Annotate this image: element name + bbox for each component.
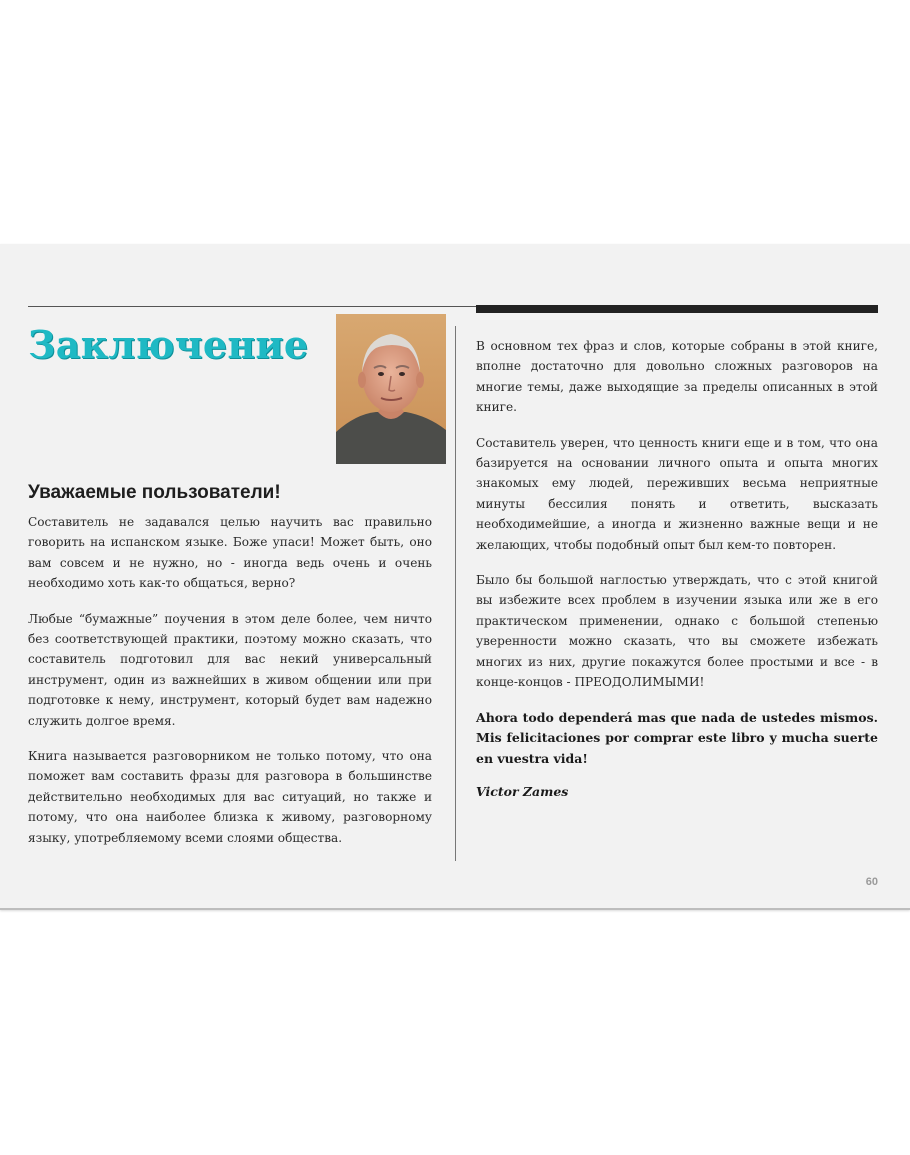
page-number: 60 bbox=[865, 876, 878, 888]
right-column bbox=[476, 336, 878, 802]
book-page bbox=[0, 244, 910, 910]
left-paragraph-2: Любые “бумажные” поучения в этом деле более, чем ничто без соответствующей практики, поэтому можно сказать, что составитель подготовил для вас некий универсальный инструмент, один из важнейших в живом общении или при подготовке к нему, инструмент, который будет вам надежно служить долгое время. bbox=[28, 611, 432, 728]
author-signature: Victor Zames bbox=[476, 784, 569, 799]
spanish-closing: Ahora todo dependerá mas que nada de ustedes mismos. Mis felicitaciones por comprar este libro y mucha suerte en vuestra vida! bbox=[476, 709, 878, 766]
left-paragraph-3: Книга называется разговорником не только потому, что она поможет вам составить фразы для разговора в большинстве действительно необходимых для вас ситуаций, но также и потому, что она наиболее близка к живому, разговорному языку, употребляемому всеми слоями общества. bbox=[28, 749, 432, 845]
right-paragraph-1: В основном тех фраз и слов, которые собраны в этой книге, вполне достаточно для довольно сложных разговоров на многие темы, даже выходящие за пределы описанных в этой книге. bbox=[476, 339, 878, 415]
right-paragraph-2: Составитель уверен, что ценность книги еще и в том, что она базируется на основании личного опыта и опыта многих знакомых ему людей, переживших весьма неприятные минуты бессилия понять и ответить, высказать необходимейшие, а иногда и жизненно важные вещи и не желающих, чтобы подобный опыт был кем-то повторен. bbox=[476, 435, 878, 552]
author-photo bbox=[336, 314, 446, 464]
right-paragraph-3: Было бы большой наглостью утверждать, что с этой книгой вы избежите всех проблем в изучении языка или же в его практическом применении, однако с большой степенью уверенности можно сказать, что вы сможете избежать многих из них, другие покажутся более простыми и все - в конце-концов - ПРЕОДОЛИМЫМИ! bbox=[476, 573, 878, 690]
top-rule-thick bbox=[476, 305, 878, 313]
left-column bbox=[28, 512, 432, 863]
top-rule-thin bbox=[28, 306, 476, 307]
left-paragraph-1: Составитель не задавался целью научить вас правильно говорить на испанском языке. Боже упаси! Может быть, оно вам совсем и не нужно, но - иногда ведь очень и очень необходимо хоть как-то общаться, верно? bbox=[28, 515, 432, 591]
column-divider bbox=[455, 326, 456, 861]
greeting-heading: Уважаемые пользователи! bbox=[28, 482, 281, 503]
page-title: Заключение bbox=[28, 322, 309, 367]
